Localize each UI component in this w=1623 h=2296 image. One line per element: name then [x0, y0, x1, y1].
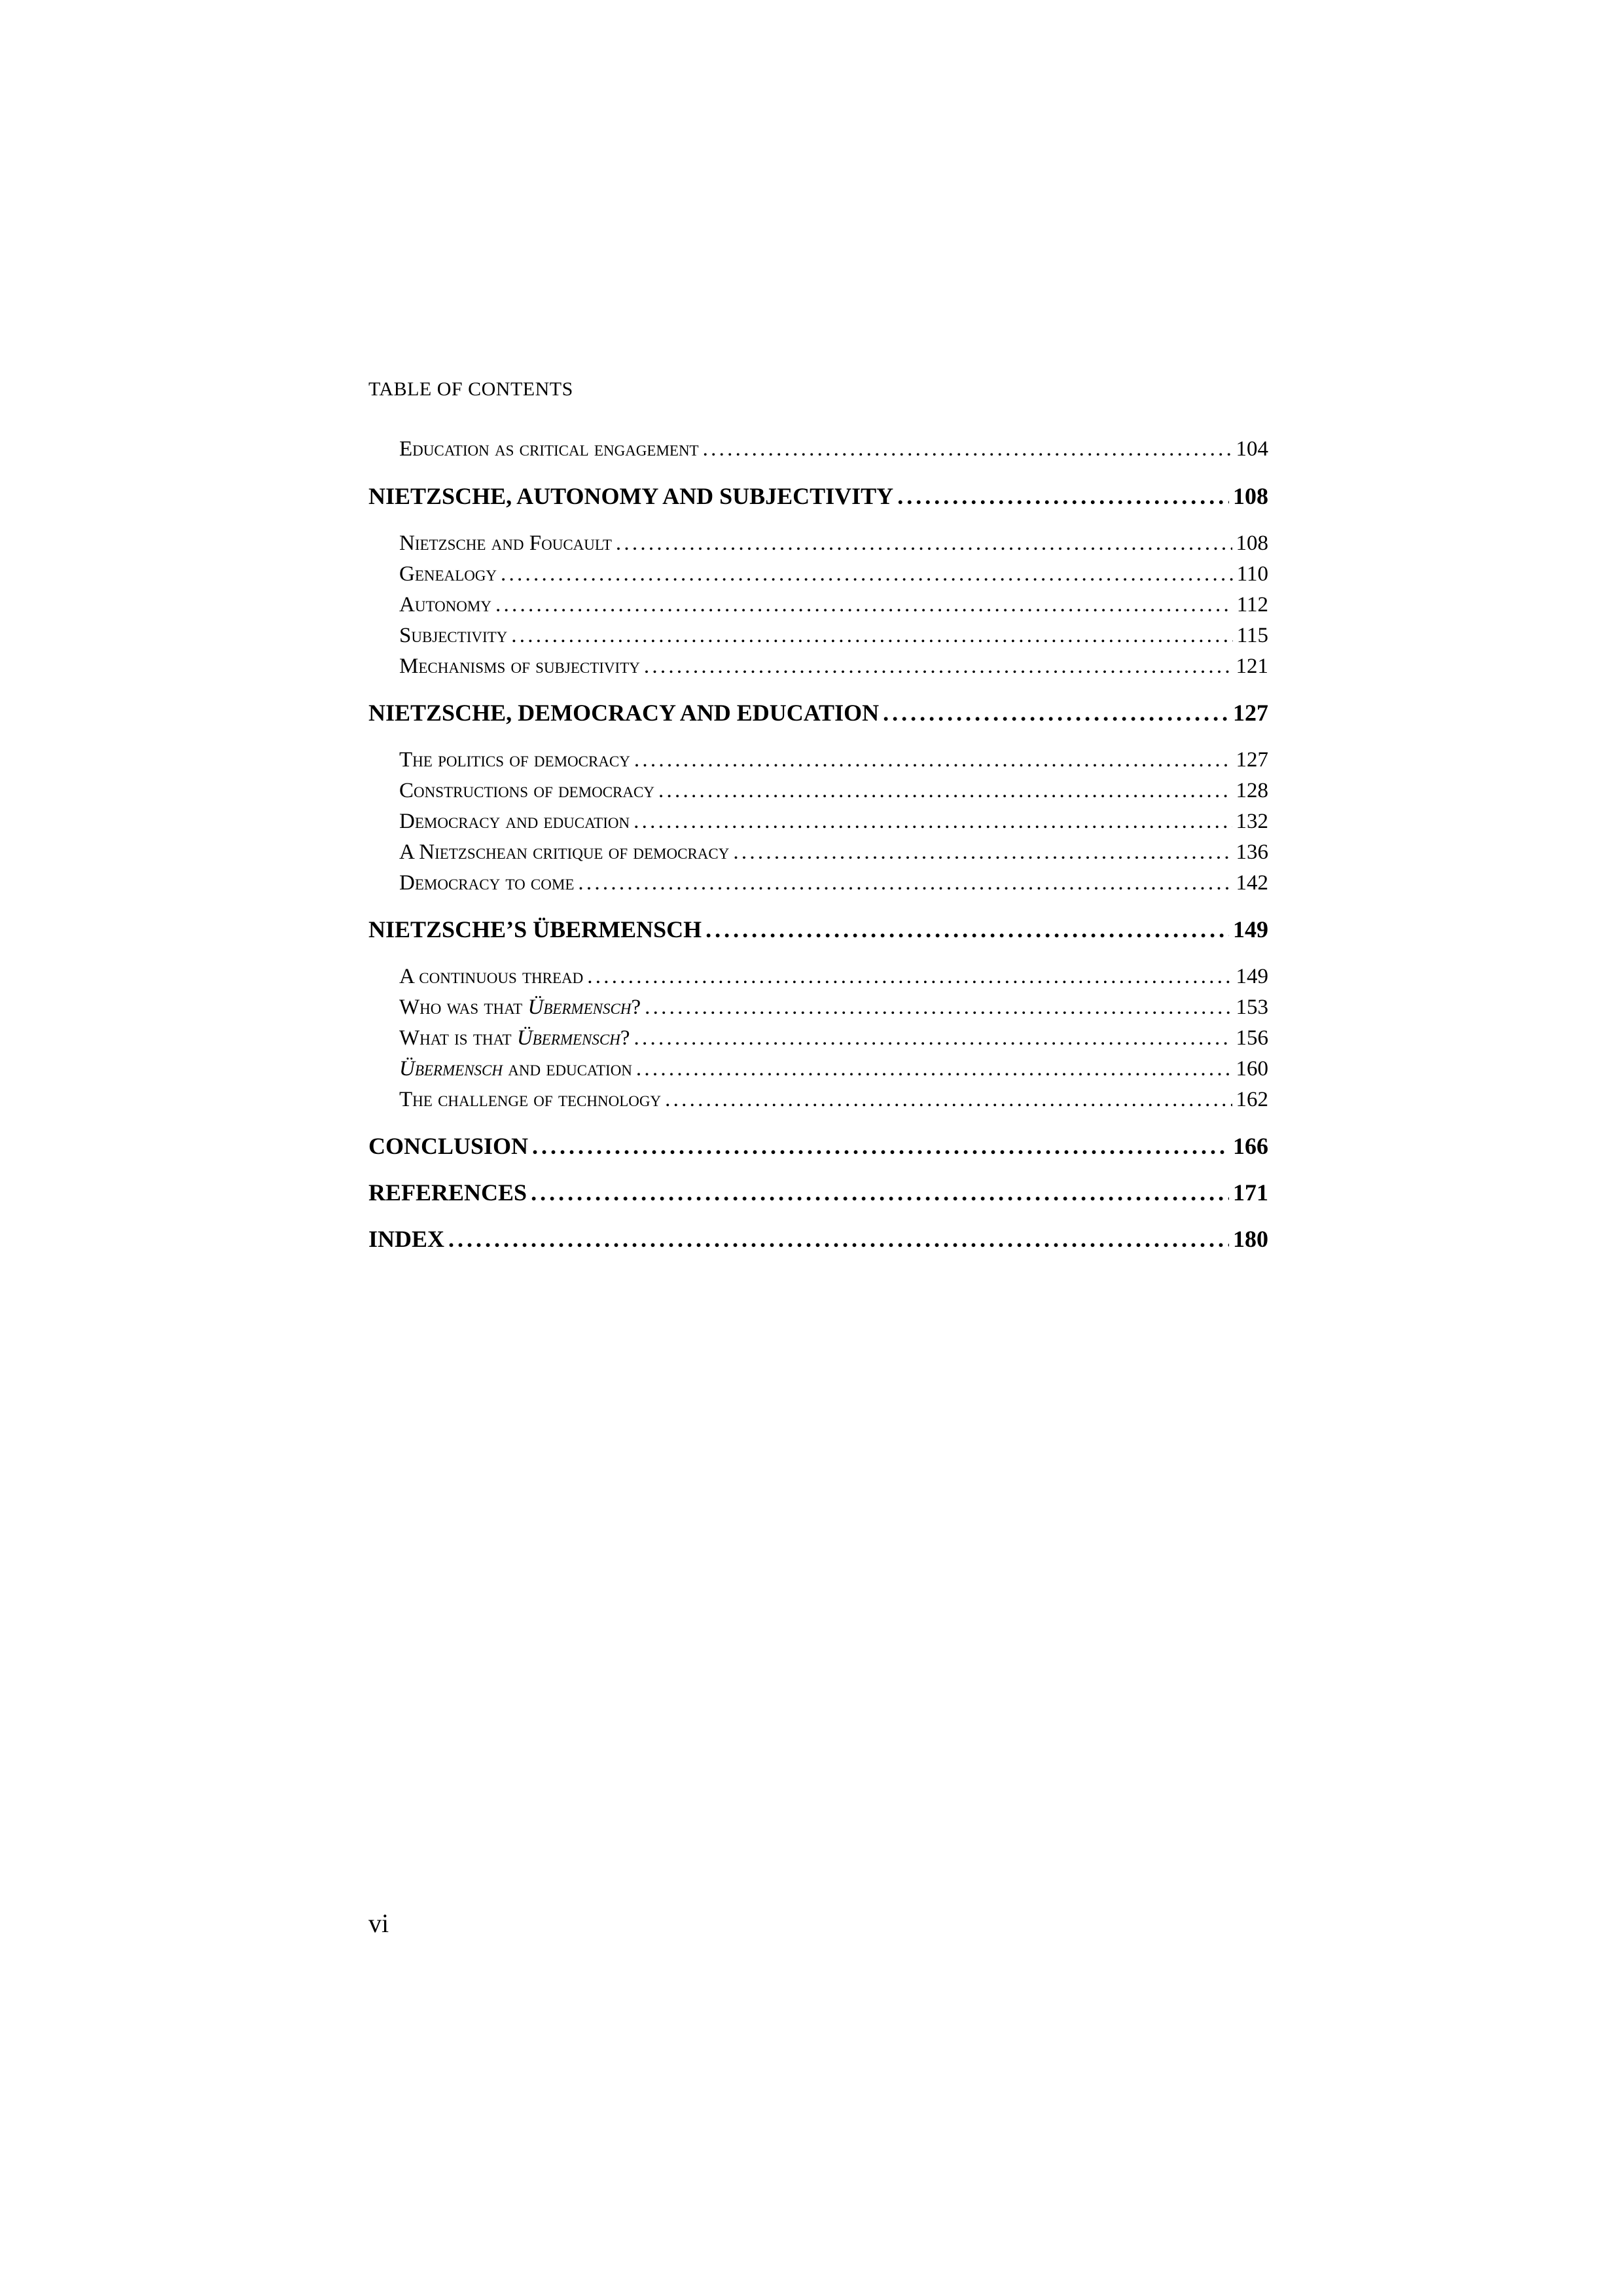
toc-entry-label: A Nietzschean critique of democracy — [399, 840, 730, 864]
leader-dots — [897, 482, 1229, 510]
toc-chapter-page: 171 — [1233, 1179, 1268, 1206]
leader-dots — [644, 655, 1232, 679]
leader-dots — [616, 531, 1232, 556]
page-number: vi — [368, 1909, 389, 1938]
toc-entry-democracy-education[interactable] — [368, 810, 1268, 834]
toc-chapter-page: 108 — [1233, 483, 1268, 509]
leader-dots — [511, 624, 1232, 648]
toc-entry-page: 110 — [1236, 562, 1268, 586]
toc-entry-challenge-technology[interactable] — [368, 1088, 1268, 1112]
leader-dots — [495, 593, 1233, 617]
toc-chapter-label: NIETZSCHE’S ÜBERMENSCH — [368, 916, 702, 942]
toc-entry-label: Democracy and education — [399, 810, 630, 833]
leader-dots — [578, 871, 1232, 895]
toc-entry-label: The politics of democracy — [399, 748, 630, 772]
toc-chapter-page: 149 — [1233, 916, 1268, 942]
toc-entry-label: Education as critical engagement — [399, 437, 699, 461]
leader-dots — [634, 748, 1232, 772]
toc-entry-continuous-thread[interactable] — [368, 965, 1268, 989]
toc-entry-label: Nietzsche and Foucault — [399, 531, 612, 555]
running-head: TABLE OF CONTENTS — [368, 378, 573, 400]
leader-dots — [645, 996, 1232, 1020]
toc-entry-page: 112 — [1236, 593, 1268, 617]
toc-entry-autonomy[interactable] — [368, 593, 1268, 617]
toc-entry-mechanisms-subjectivity[interactable] — [368, 655, 1268, 679]
toc-chapter-label: REFERENCES — [368, 1179, 527, 1206]
toc-entry-democracy-to-come[interactable] — [368, 871, 1268, 895]
toc-entry-page: 136 — [1236, 840, 1268, 864]
toc-entry-label: Democracy to come — [399, 871, 575, 895]
leader-dots — [587, 965, 1232, 989]
toc-entry-page: 149 — [1236, 965, 1268, 988]
toc-entry-label: What is that Übermensch? — [399, 1026, 630, 1050]
leader-dots — [501, 562, 1233, 586]
toc-entry-what-is-ubermensch[interactable] — [368, 1026, 1268, 1050]
toc-entry-label: The challenge of technology — [399, 1088, 662, 1111]
toc-entry-who-was-ubermensch[interactable] — [368, 996, 1268, 1020]
leader-dots — [705, 916, 1229, 943]
leader-dots — [883, 699, 1229, 726]
toc-entry-label: Genealogy — [399, 562, 497, 586]
toc-chapter-ubermensch[interactable] — [368, 916, 1268, 943]
toc-entry-education-critical-engagement[interactable] — [368, 437, 1268, 461]
toc-entry-page: 156 — [1236, 1026, 1268, 1050]
toc-entry-label: A continuous thread — [399, 965, 584, 988]
toc-entry-nietzschean-critique[interactable] — [368, 840, 1268, 865]
toc-entry-label: Subjectivity — [399, 624, 508, 647]
toc-chapter-index[interactable] — [368, 1225, 1268, 1253]
leader-dots — [448, 1225, 1229, 1253]
toc-chapter-label: NIETZSCHE, DEMOCRACY AND EDUCATION — [368, 700, 880, 726]
toc-entry-constructions-democracy[interactable] — [368, 779, 1268, 803]
toc-entry-page: 121 — [1236, 655, 1268, 678]
leader-dots — [633, 1026, 1232, 1050]
toc-entry-page: 104 — [1236, 437, 1268, 461]
toc-entry-label: Constructions of democracy — [399, 779, 654, 802]
toc-entry-page: 108 — [1236, 531, 1268, 555]
toc-entry-label: Who was that Übermensch? — [399, 996, 641, 1019]
leader-dots — [532, 1132, 1229, 1160]
leader-dots — [658, 779, 1232, 803]
leader-dots — [531, 1179, 1229, 1206]
toc-entry-page: 153 — [1236, 996, 1268, 1019]
toc-entry-page: 115 — [1236, 624, 1268, 647]
toc-entry-label: Übermensch and education — [399, 1057, 632, 1081]
toc-entry-politics-democracy[interactable] — [368, 748, 1268, 772]
toc-entry-label: Autonomy — [399, 593, 491, 617]
toc-chapter-page: 127 — [1233, 700, 1268, 726]
toc-chapter-references[interactable] — [368, 1179, 1268, 1206]
toc-entry-page: 162 — [1236, 1088, 1268, 1111]
toc-chapter-page: 166 — [1233, 1133, 1268, 1159]
leader-dots — [633, 810, 1232, 834]
toc-entry-page: 132 — [1236, 810, 1268, 833]
toc-entry-nietzsche-foucault[interactable] — [368, 531, 1268, 556]
leader-dots — [703, 437, 1232, 461]
toc-entry-label: Mechanisms of subjectivity — [399, 655, 640, 678]
toc-chapter-democracy-education[interactable] — [368, 699, 1268, 726]
leader-dots — [665, 1088, 1232, 1112]
toc-chapter-autonomy-subjectivity[interactable] — [368, 482, 1268, 510]
leader-dots — [733, 840, 1232, 865]
toc-entry-page: 142 — [1236, 871, 1268, 895]
toc-chapter-label: INDEX — [368, 1226, 445, 1252]
toc-entry-page: 128 — [1236, 779, 1268, 802]
toc-entry-genealogy[interactable] — [368, 562, 1268, 586]
toc-chapter-label: NIETZSCHE, AUTONOMY AND SUBJECTIVITY — [368, 483, 894, 509]
toc-entry-page: 127 — [1236, 748, 1268, 772]
toc-chapter-conclusion[interactable] — [368, 1132, 1268, 1160]
toc-chapter-label: CONCLUSION — [368, 1133, 529, 1159]
toc-entry-ubermensch-education[interactable] — [368, 1057, 1268, 1081]
toc-entry-subjectivity[interactable] — [368, 624, 1268, 648]
toc-chapter-page: 180 — [1233, 1226, 1268, 1252]
leader-dots — [636, 1057, 1232, 1081]
toc-entry-page: 160 — [1236, 1057, 1268, 1081]
